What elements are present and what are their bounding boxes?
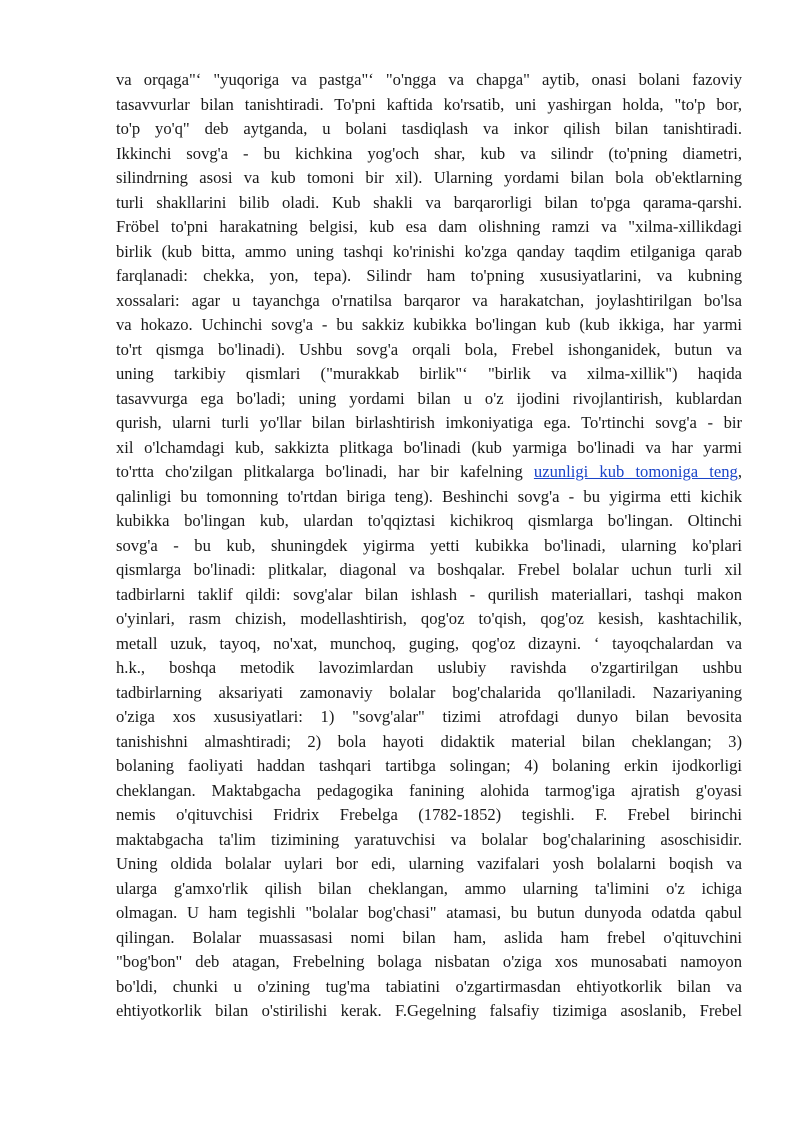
text-line: tasavvurga ega bo'ladi; uning yordami bilan u o'z ijodini rivojlantirish, kublardan [116, 388, 742, 408]
text-line: silindrning asosi va kub tomoni bir xil). Ularning yordami bilan bola ob'ektlarning [116, 168, 742, 187]
text-line: bolaning faoliyati haddan tashqari tartibga solingan; 4) bolaning erkin ijodkorligi [116, 756, 742, 775]
text-line: o'ziga xos xususiyatlari: 1) "sovg'alar" tizimi atrofdagi dunyo bilan bevosita [116, 707, 742, 726]
text-line: ehtiyotkorlik bilan o'stirilishi kerak. F.Gegelning falsafiy tizimiga asoslanib, Frebel [116, 1001, 742, 1020]
text-line: va orqaga"‘ "yuqoriga va pastga"‘ "o'ngga va chapga" aytib, onasi bolani fazoviy [116, 70, 742, 89]
text-line: to'p yo'q" deb aytganda, u bolani tasdiqlash va inkor qilish bilan tanishtiradi. [116, 119, 742, 138]
text-line: o'yinlari, rasm chizish, modellashtirish, qog'oz to'qish, qog'oz kesish, kashtachilik, [116, 609, 742, 628]
text-line: nemis o'qituvchisi Fridrix Frebelga (1782-1852) tegishli. F. Frebel birinchi [116, 805, 742, 824]
text-line-with-link [116, 460, 742, 485]
text-segment: , [737, 462, 742, 481]
text-line: xil o'lchamdagi kub, sakkizta plitkaga bo'linadi (kub yarmiga bo'linadi va har yarmi [116, 437, 742, 457]
text-line: tadbirlarning aksariyati zamonaviy bolalar bog'chalarida qo'llaniladi. Nazariyaning [116, 682, 742, 702]
text-segment: to'rtta cho'zilgan plitkalarga bo'linadi, har bir kafelning [116, 462, 534, 481]
text-line: qalinligi bu tomonning to'rtdan biriga teng). Beshinchi sovg'a - bu yigirma etti kichik [116, 486, 742, 506]
text-line: metall uzuk, tayoq, no'xat, munchoq, guging, qog'oz dizayni. ‘ tayoqchalardan va [116, 633, 742, 653]
text-line: Uning oldida bolalar uylari bor edi, ularning vazifalari yosh bolalarni boqish va [116, 854, 742, 873]
text-line: olmagan. U ham tegishli "bolalar bog'chasi" atamasi, bu butun dunyoda odatda qabul [116, 903, 742, 922]
text-line: ularga g'amxo'rlik qilish bilan cheklangan, ammo ularning ta'limini o'z ichiga [116, 878, 742, 898]
text-line: uning tarkibiy qismlari ("murakkab birlik"‘ "birlik va xilma-xillik") haqida [116, 364, 742, 383]
text-line: to'rt qismga bo'linadi). Ushbu sovg'a orqali bola, Frebel ishonganidek, butun va [116, 339, 742, 359]
text-line: kubikka bo'lingan kub, ulardan to'qqiztasi kichikroq qismlarga bo'lingan. Oltinchi [116, 511, 742, 530]
text-line: tadbirlarni taklif qildi: sovg'alar bilan ishlash - qurilish materiallari, tashqi makon [116, 584, 742, 604]
text-line: xossalari: agar u tayanchga o'rnatilsa barqaror va harakatchan, joylashtirilgan bo'lsa [116, 290, 742, 310]
text-line: tanishishni almashtiradi; 2) bola hayoti didaktik material bilan cheklangan; 3) [116, 731, 742, 751]
text-line: va hokazo. Uchinchi sovg'a - bu sakkiz kubikka bo'lingan kub (kub ikkiga, har yarmi [116, 315, 742, 334]
text-line: Fröbel to'pni harakatning belgisi, kub esa dam olishning ramzi va "xilma-xillikdagi [116, 217, 742, 236]
text-line: bo'ldi, chunki u o'zining tug'ma tabiatini o'zgartirmasdan ehtiyotkorlik bilan va [116, 976, 742, 996]
text-line: cheklangan. Maktabgacha pedagogika fanining alohida tarmog'iga ajratish g'oyasi [116, 780, 742, 800]
text-line: qilingan. Bolalar muassasasi nomi bilan ham, aslida ham frebel o'qituvchini [116, 927, 742, 947]
text-line: birlik (kub bitta, ammo uning tashqi ko'rinishi ko'zga qanday taqdim etilganiga qarab [116, 241, 742, 261]
inline-link[interactable]: uzunligi kub tomoniga teng [533, 462, 738, 481]
document-page [116, 68, 742, 1024]
text-line: h.k., boshqa metodik lavozimlardan uslubiy ravishda o'zgartirilgan ushbu [116, 658, 742, 677]
text-line: qurish, ularni turli yo'llar bilan birlashtirish imkoniyatiga ega. To'rtinchi sovg'a - bir [116, 413, 742, 432]
text-line: qismlarga bo'linadi: plitkalar, diagonal va boshqalar. Frebel bolalar uchun turli xil [116, 560, 742, 579]
text-line: "bog'bon" deb atagan, Frebelning bolaga nisbatan o'ziga xos munosabati namoyon [116, 952, 742, 971]
text-line: Ikkinchi sovg'a - bu kichkina yog'och shar, kub va silindr (to'pning diametri, [116, 143, 742, 163]
text-line: sovg'a - bu kub, shuningdek yigirma yetti kubikka bo'linadi, ularning ko'plari [116, 535, 742, 555]
text-line: turli shakllarini bilib oladi. Kub shakli va barqarorligi bilan to'pga qarama-qarshi. [116, 192, 742, 212]
text-line: tasavvurlar bilan tanishtiradi. To'pni kaftida ko'rsatib, uni yashirgan holda, "to'p bor, [116, 94, 742, 114]
text-line: maktabgacha ta'lim tizimining yaratuvchisi va bolalar bog'chalarining asoschisidir. [116, 829, 742, 849]
text-line: farqlanadi: chekka, yon, tepa). Silindr ham to'pning xususiyatlarini, va kubning [116, 266, 742, 285]
